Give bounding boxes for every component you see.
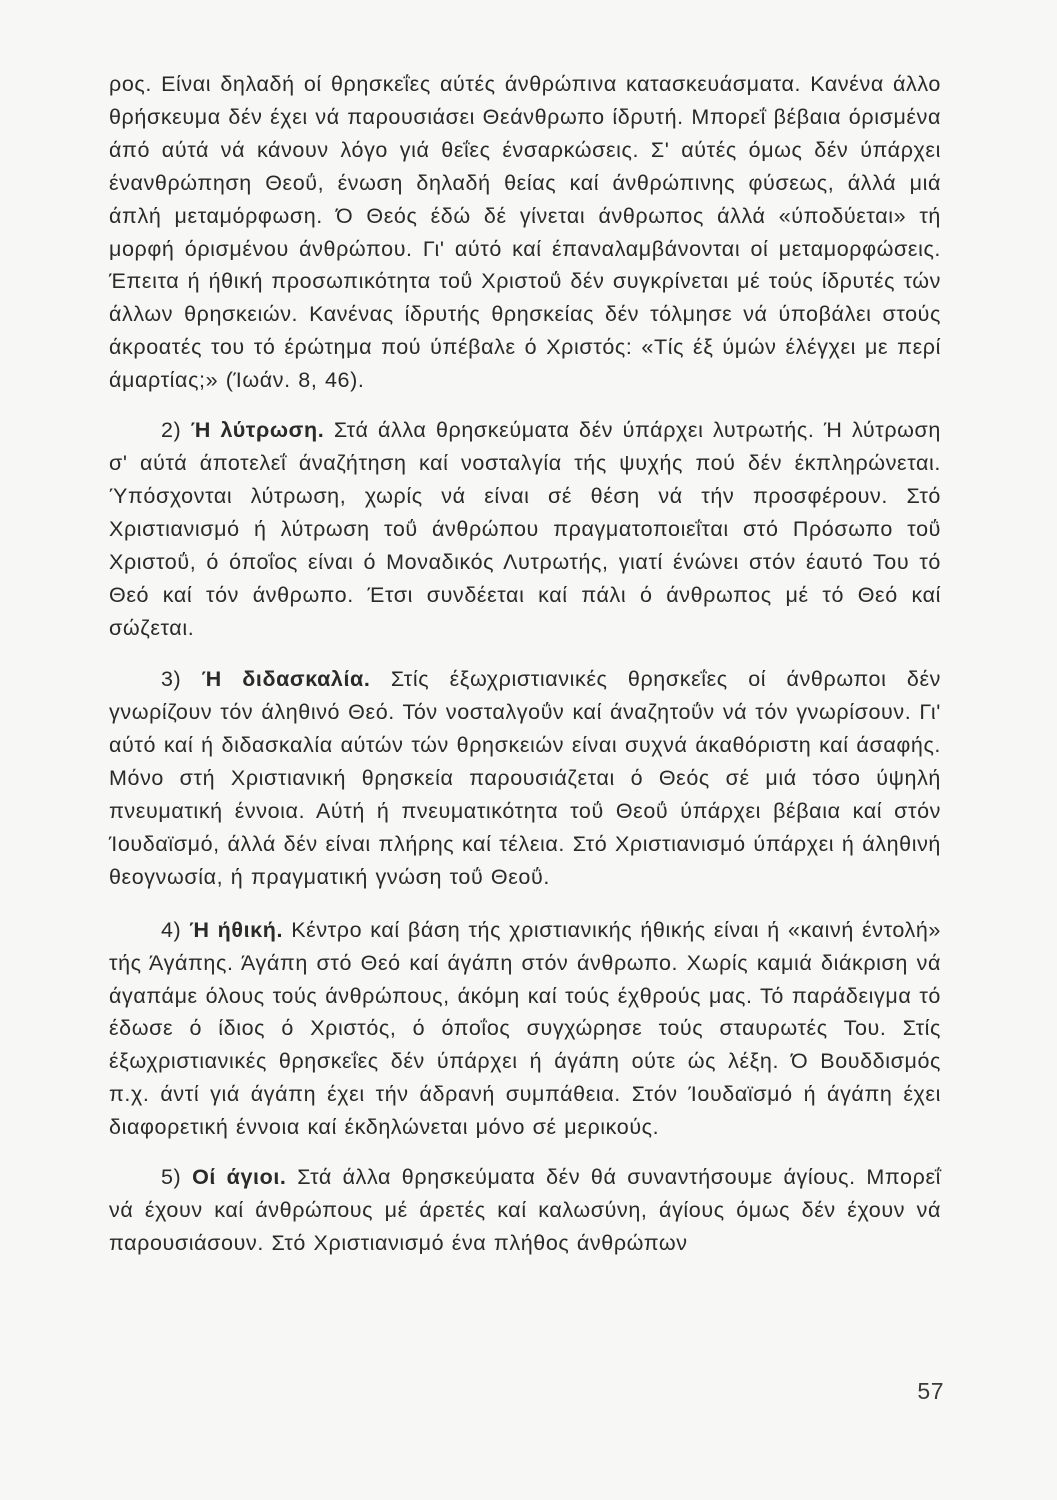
item-number: 4): [161, 917, 182, 942]
item-number: 2): [161, 418, 182, 443]
item-heading: Ή λύτρωση.: [190, 418, 325, 443]
paragraph-text: Κέντρο καί βάση τής χριστιανικής ήθικής είναι ή «καινή έντολή» τής Άγάπης. Άγάπη στό Θεό καί άγάπη στόν άνθρωπο. Χωρίς καμιά διάκριση νά άγαπάμε όλους τούς άνθρώπους, άκόμη καί τούς έχθρούς μας. Τό παράδειγμα τό έδωσε ό ίδιος ό Χριστός, ό όποΐος συγχώρησε τούς σταυρωτές Του. Στίς έξωχριστιανικές θρησκεΐες δέν ύπάρχει ή άγάπη ούτε ώς λέξη. Ό Βουδδισμός π.χ. άντί γιά άγάπη έχει τήν άδρανή συμπάθεια. Στόν Ίουδαϊσμό ή άγάπη έχει διαφορετική έννοια καί έκδηλώνεται μόνο σέ μερικούς.: [109, 917, 941, 1140]
page-number: 57: [917, 1378, 944, 1404]
paragraph-ethics: [109, 914, 941, 1144]
item-number: 5): [161, 1165, 182, 1190]
item-heading: Ή ήθική.: [189, 917, 284, 942]
paragraph-text: Στά άλλα θρησκεύματα δέν ύπάρχει λυτρωτής. Ή λύτρωση σ' αύτά άποτελεΐ άναζήτηση καί νοσταλγία τής ψυχής πού δέν έκπληρώνεται. Ύπόσχονται λύτρωση, χωρίς νά είναι σέ θέση νά τήν προσφέρουν. Στό Χριστιανισμό ή λύτρωση τοΰ άνθρώπου πραγματοποιεΐται στό Πρόσωπο τοΰ Χριστοΰ, ό όποΐος είναι ό Μοναδικός Λυτρωτής, γιατί ένώνει στόν έαυτό Του τό Θεό καί τόν άνθρωπο. Έτσι συνδέεται καί πάλι ό άνθρωπος μέ τό Θεό καί σώζεται.: [109, 418, 941, 640]
paragraph-saints: [109, 1161, 941, 1260]
paragraph-text: ρος. Είναι δηλαδή οί θρησκεΐες αύτές άνθρώπινα κατασκευάσματα. Κανένα άλλο θρήσκευμα δέν έχει νά παρουσιάσει Θεάνθρωπο ίδρυτή. Μπορεΐ βέβαια όρισμένα άπό αύτά νά κάνουν λόγο γιά θεΐες ένσαρκώσεις. Σ' αύτές όμως δέν ύπάρχει ένανθρώπηση Θεοΰ, ένωση δηλαδή θείας καί άνθρώπινης φύσεως, άλλά μιά άπλή μεταμόρφωση. Ό Θεός έδώ δέ γίνεται άνθρωπος άλλά «ύποδύεται» τή μορφή όρισμένου άνθρώπου. Γι' αύτό καί έπαναλαμβάνονται οί μεταμορφώσεις. Έπειτα ή ήθική προσωπικότητα τοΰ Χριστοΰ δέν συγκρίνεται μέ τούς ίδρυτές τών άλλων θρησκειών. Κανένας ίδρυτής θρησκείας δέν τόλμησε νά ύποβάλει στούς άκροατές του τό έρώτημα πού ύπέβαλε ό Χριστός: «Τίς έξ ύμών έλέγχει με περί άμαρτίας;» (Ίωάν. 8, 46).: [109, 72, 941, 393]
paragraph-text: Στίς έξωχριστιανικές θρησκεΐες οί άνθρωποι δέν γνωρίζουν τόν άληθινό Θεό. Τόν νοσταλγοΰν καί άναζητοΰν νά τόν γνωρίσουν. Γι' αύτό καί ή διδασκαλία αύτών τών θρησκειών είναι συχνά άκαθόριστη καί άσαφής. Μόνο στή Χριστιανική θρησκεία παρουσιάζεται ό Θεός σέ μιά τόσο ύψηλή πνευματική έννοια. Αύτή ή πνευματικότητα τοΰ Θεοΰ ύπάρχει βέβαια καί στόν Ίουδαϊσμό, άλλά δέν είναι πλήρης καί τέλεια. Στό Χριστιανισμό ύπάρχει ή άληθινή θεογνωσία, ή πραγματική γνώση τοΰ Θεοΰ.: [109, 667, 941, 889]
item-heading: Ή διδασκαλία.: [201, 667, 371, 692]
paragraph-text: Στά άλλα θρησκεύματα δέν θά συναντήσουμε άγίους. Μπορεΐ νά έχουν καί άνθρώπους μέ άρετές καί καλωσύνη, άγίους όμως δέν έχουν νά παρουσιάσουν. Στό Χριστιανισμό ένα πλήθος άνθρώπων: [109, 1165, 942, 1255]
item-number: 3): [161, 667, 182, 692]
paragraph-teaching: [109, 663, 941, 893]
body-text: [109, 68, 941, 1260]
paragraph-continued: [109, 68, 941, 397]
paragraph-redemption: [109, 414, 941, 644]
item-heading: Οί άγιοι.: [192, 1165, 287, 1190]
